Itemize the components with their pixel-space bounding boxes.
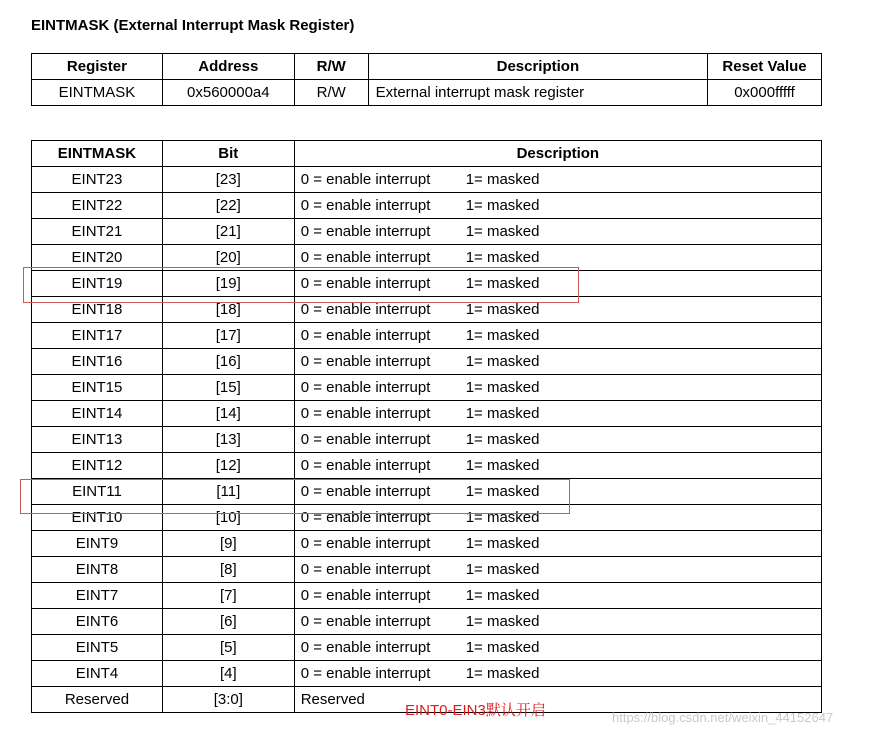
bit-description bbox=[294, 193, 821, 219]
masked-text: 1= masked bbox=[465, 301, 540, 318]
bit-description bbox=[294, 583, 821, 609]
enable-text: 0 = enable interrupt bbox=[300, 405, 431, 422]
bit-description bbox=[294, 323, 821, 349]
bit-index: [21] bbox=[162, 219, 294, 245]
bit-index: [13] bbox=[162, 427, 294, 453]
enable-text: 0 = enable interrupt bbox=[300, 561, 431, 578]
enable-text: 0 = enable interrupt bbox=[300, 665, 431, 682]
header-description: Description bbox=[368, 54, 707, 80]
bit-name: EINT7 bbox=[32, 583, 163, 609]
enable-text: 0 = enable interrupt bbox=[300, 327, 431, 344]
register-summary-table bbox=[31, 53, 822, 106]
bit-index: [10] bbox=[162, 505, 294, 531]
bit-index: [8] bbox=[162, 557, 294, 583]
masked-text: 1= masked bbox=[465, 587, 540, 604]
bit-index: [9] bbox=[162, 531, 294, 557]
register-address: 0x560000a4 bbox=[162, 80, 294, 106]
table-row bbox=[32, 635, 822, 661]
bit-index: [3:0] bbox=[162, 687, 294, 713]
table-row bbox=[32, 453, 822, 479]
masked-text: 1= masked bbox=[465, 457, 540, 474]
masked-text: 1= masked bbox=[465, 535, 540, 552]
highlight-box-eint19 bbox=[23, 267, 579, 303]
bit-index: [11] bbox=[162, 479, 294, 505]
table-row bbox=[32, 609, 822, 635]
table-row bbox=[32, 349, 822, 375]
header-bit: Bit bbox=[162, 141, 294, 167]
bit-name: EINT5 bbox=[32, 635, 163, 661]
bit-name: EINT12 bbox=[32, 453, 163, 479]
bit-name: EINT19 bbox=[32, 271, 163, 297]
watermark: https://blog.csdn.net/weixin_44152647 bbox=[612, 710, 834, 725]
register-reset-value: 0x000fffff bbox=[708, 80, 822, 106]
table-row bbox=[32, 323, 822, 349]
bit-name: EINT10 bbox=[32, 505, 163, 531]
table-header-row bbox=[32, 54, 822, 80]
enable-text: 0 = enable interrupt bbox=[300, 197, 431, 214]
bit-name: EINT13 bbox=[32, 427, 163, 453]
table-row bbox=[32, 167, 822, 193]
bit-description bbox=[294, 349, 821, 375]
register-description: External interrupt mask register bbox=[368, 80, 707, 106]
bit-description bbox=[294, 609, 821, 635]
enable-text: 0 = enable interrupt bbox=[300, 613, 431, 630]
annotation-note: EINT0-EIN3默认开启 bbox=[405, 702, 546, 719]
table-row bbox=[32, 427, 822, 453]
enable-text: 0 = enable interrupt bbox=[300, 275, 431, 292]
bit-name: EINT4 bbox=[32, 661, 163, 687]
bit-index: [12] bbox=[162, 453, 294, 479]
bit-description bbox=[294, 557, 821, 583]
bit-name: EINT9 bbox=[32, 531, 163, 557]
masked-text: 1= masked bbox=[465, 665, 540, 682]
bit-index: [22] bbox=[162, 193, 294, 219]
bit-index: [15] bbox=[162, 375, 294, 401]
table-row bbox=[32, 401, 822, 427]
bit-index: [7] bbox=[162, 583, 294, 609]
masked-text: 1= masked bbox=[465, 353, 540, 370]
bit-name: EINT20 bbox=[32, 245, 163, 271]
bit-name: EINT14 bbox=[32, 401, 163, 427]
masked-text: 1= masked bbox=[465, 431, 540, 448]
masked-text: 1= masked bbox=[465, 639, 540, 656]
bit-index: [23] bbox=[162, 167, 294, 193]
bit-name: EINT22 bbox=[32, 193, 163, 219]
enable-text: 0 = enable interrupt bbox=[300, 509, 431, 526]
bit-description bbox=[294, 427, 821, 453]
enable-text: 0 = enable interrupt bbox=[300, 301, 431, 318]
header-register: Register bbox=[32, 54, 163, 80]
bit-index: [4] bbox=[162, 661, 294, 687]
register-name: EINTMASK bbox=[32, 80, 163, 106]
header-rw: R/W bbox=[294, 54, 368, 80]
bit-index: [6] bbox=[162, 609, 294, 635]
bit-index: [16] bbox=[162, 349, 294, 375]
table-row bbox=[32, 219, 822, 245]
masked-text: 1= masked bbox=[465, 509, 540, 526]
bit-name: Reserved bbox=[32, 687, 163, 713]
table-row bbox=[32, 80, 822, 106]
masked-text: 1= masked bbox=[465, 561, 540, 578]
bit-description bbox=[294, 375, 821, 401]
bit-description bbox=[294, 453, 821, 479]
table-row bbox=[32, 583, 822, 609]
masked-text: 1= masked bbox=[465, 197, 540, 214]
bit-description bbox=[294, 531, 821, 557]
table-row bbox=[32, 531, 822, 557]
bit-name: EINT6 bbox=[32, 609, 163, 635]
masked-text: 1= masked bbox=[465, 275, 540, 292]
enable-text: 0 = enable interrupt bbox=[300, 223, 431, 240]
enable-text: 0 = enable interrupt bbox=[300, 639, 431, 656]
masked-text: 1= masked bbox=[465, 405, 540, 422]
table-row bbox=[32, 193, 822, 219]
masked-text: 1= masked bbox=[465, 223, 540, 240]
enable-text: 0 = enable interrupt bbox=[300, 587, 431, 604]
bit-description bbox=[294, 661, 821, 687]
enable-text: 0 = enable interrupt bbox=[300, 171, 431, 188]
bit-name: EINT21 bbox=[32, 219, 163, 245]
bit-index: [14] bbox=[162, 401, 294, 427]
enable-text: 0 = enable interrupt bbox=[300, 457, 431, 474]
table-row bbox=[32, 661, 822, 687]
page-title: EINTMASK (External Interrupt Mask Register) bbox=[31, 17, 355, 34]
header-description: Description bbox=[294, 141, 821, 167]
masked-text: 1= masked bbox=[465, 249, 540, 266]
bit-name: EINT15 bbox=[32, 375, 163, 401]
bit-description bbox=[294, 401, 821, 427]
highlight-box-eint11 bbox=[20, 479, 570, 514]
bit-description bbox=[294, 635, 821, 661]
register-rw: R/W bbox=[294, 80, 368, 106]
header-address: Address bbox=[162, 54, 294, 80]
bit-index: [5] bbox=[162, 635, 294, 661]
bit-name: EINT18 bbox=[32, 297, 163, 323]
bit-index: [18] bbox=[162, 297, 294, 323]
bit-index: [17] bbox=[162, 323, 294, 349]
masked-text: 1= masked bbox=[465, 483, 540, 500]
enable-text: 0 = enable interrupt bbox=[300, 431, 431, 448]
masked-text: 1= masked bbox=[465, 171, 540, 188]
bit-index: [19] bbox=[162, 271, 294, 297]
header-reset-value: Reset Value bbox=[708, 54, 822, 80]
bit-description bbox=[294, 219, 821, 245]
bit-name: EINT11 bbox=[32, 479, 163, 505]
enable-text: 0 = enable interrupt bbox=[300, 249, 431, 266]
table-header-row bbox=[32, 141, 822, 167]
bit-description bbox=[294, 167, 821, 193]
masked-text: 1= masked bbox=[465, 613, 540, 630]
table-row bbox=[32, 557, 822, 583]
bit-name: EINT8 bbox=[32, 557, 163, 583]
enable-text: 0 = enable interrupt bbox=[300, 483, 431, 500]
enable-text: 0 = enable interrupt bbox=[300, 379, 431, 396]
masked-text: 1= masked bbox=[465, 327, 540, 344]
enable-text: 0 = enable interrupt bbox=[300, 353, 431, 370]
masked-text: 1= masked bbox=[465, 379, 540, 396]
bit-index: [20] bbox=[162, 245, 294, 271]
table-row bbox=[32, 375, 822, 401]
header-eintmask: EINTMASK bbox=[32, 141, 163, 167]
bit-name: EINT16 bbox=[32, 349, 163, 375]
enable-text: 0 = enable interrupt bbox=[300, 535, 431, 552]
bit-description: Reserved bbox=[294, 687, 821, 713]
bit-field-table bbox=[31, 140, 822, 713]
bit-name: EINT23 bbox=[32, 167, 163, 193]
bit-name: EINT17 bbox=[32, 323, 163, 349]
